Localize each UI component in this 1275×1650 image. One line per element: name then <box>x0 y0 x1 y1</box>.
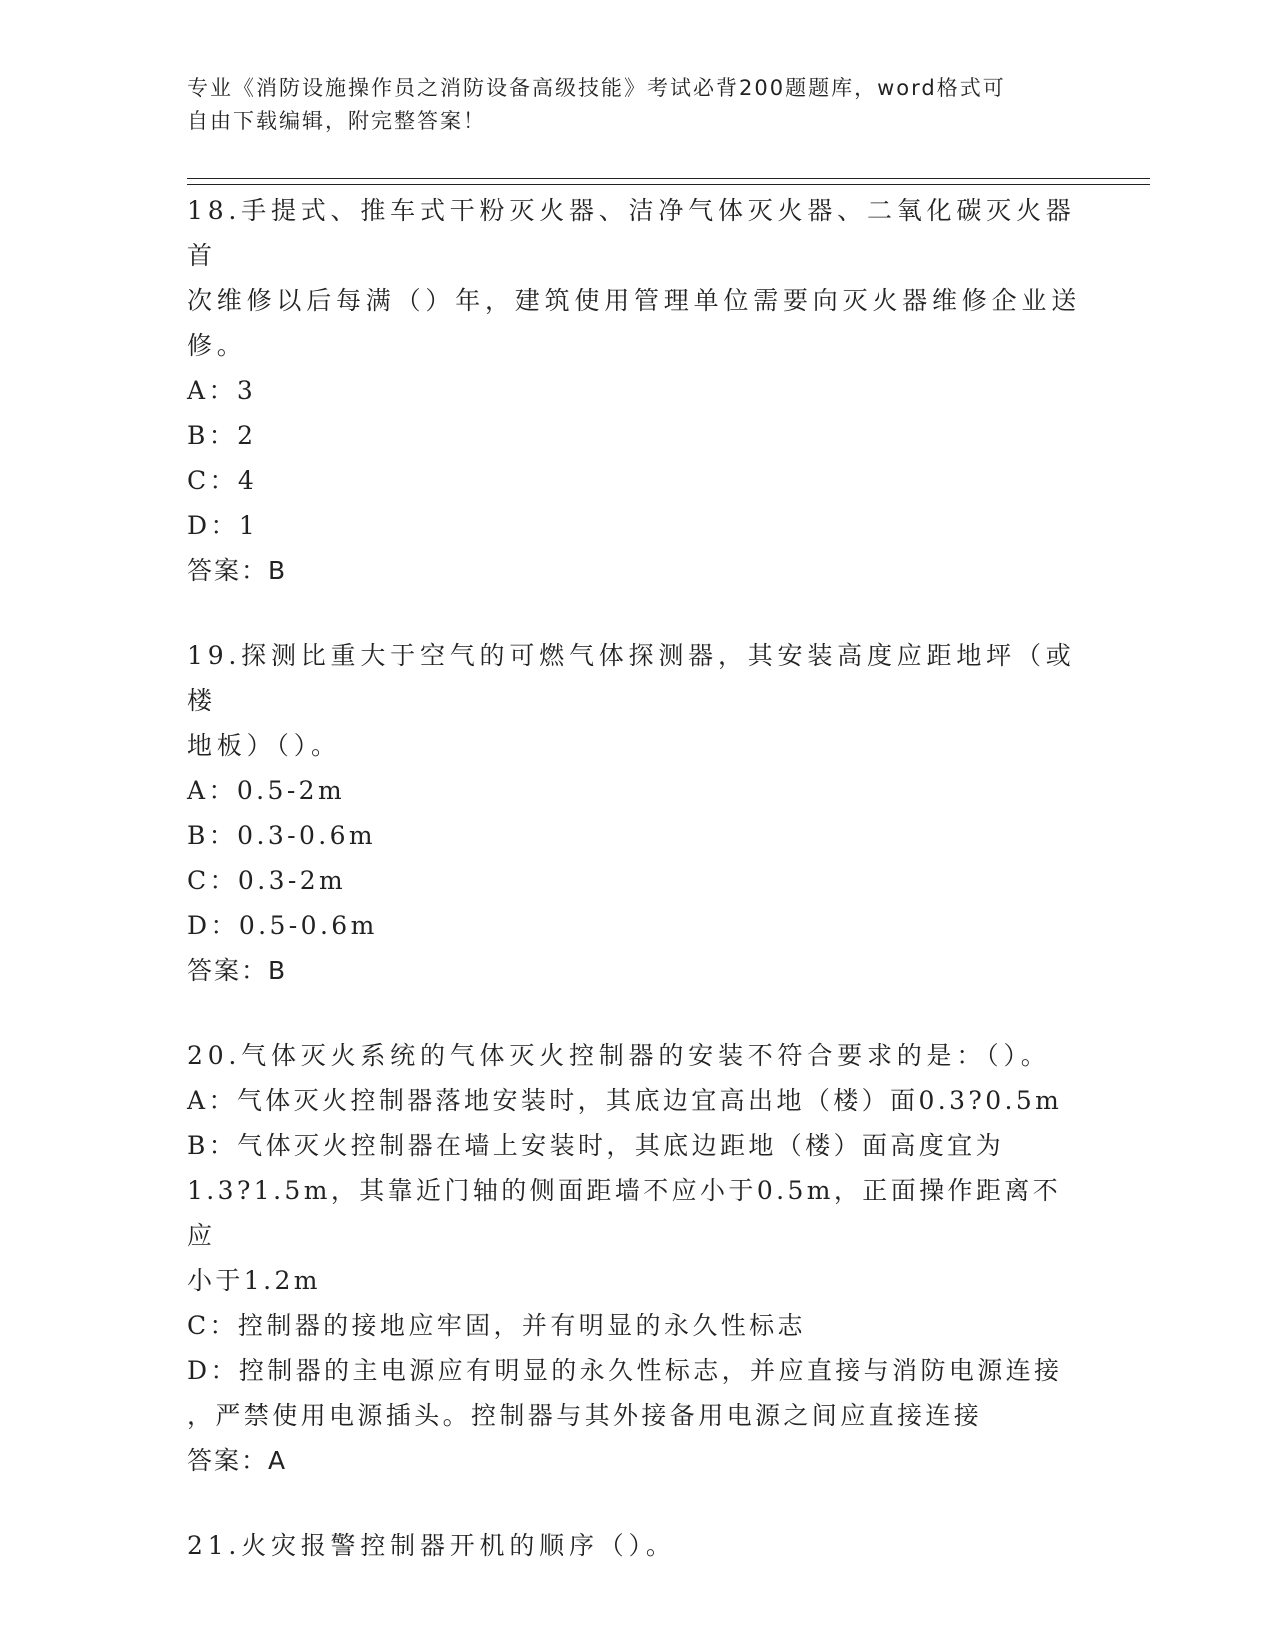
question-21 <box>187 1523 1087 1568</box>
question-20 <box>187 1033 1087 1483</box>
option-b: B：2 <box>187 421 257 450</box>
option-a: A：0.5-2m <box>187 776 346 805</box>
question-text-line: 次维修以后每满（）年，建筑使用管理单位需要向灭火器维修企业送 <box>187 286 1082 315</box>
header-rule-top <box>187 178 1150 179</box>
header-line-2: 自由下载编辑，附完整答案！ <box>187 109 486 133</box>
option-b-continued: 小于1.2m <box>187 1266 321 1295</box>
question-text-line: 20.气体灭火系统的气体灭火控制器的安装不符合要求的是：（）。 <box>187 1041 1051 1070</box>
question-19 <box>187 633 1087 993</box>
answer-label: 答案：B <box>187 556 288 585</box>
option-c: C：0.3-2m <box>187 866 347 895</box>
question-text-line: 地板）（）。 <box>187 731 341 760</box>
option-b: B：0.3-0.6m <box>187 821 377 850</box>
document-header <box>187 72 1067 138</box>
answer-label: 答案：B <box>187 956 288 985</box>
question-text-line: 21.火灾报警控制器开机的顺序（）。 <box>187 1531 676 1560</box>
header-rule-bottom <box>187 184 1150 185</box>
question-text-line: 18.手提式、推车式干粉灭火器、洁净气体灭火器、二氧化碳灭火器首 <box>187 196 1076 270</box>
option-d-continued: ，严禁使用电源插头。控制器与其外接备用电源之间应直接连接 <box>187 1401 983 1430</box>
option-d: D：控制器的主电源应有明显的永久性标志，并应直接与消防电源连接 <box>187 1356 1063 1385</box>
answer-label: 答案：A <box>187 1446 288 1475</box>
option-c: C：4 <box>187 466 258 495</box>
option-c: C：控制器的接地应牢固，并有明显的永久性标志 <box>187 1311 806 1340</box>
question-text-line: 19.探测比重大于空气的可燃气体探测器，其安装高度应距地坪（或楼 <box>187 641 1076 715</box>
question-text-line: 修。 <box>187 331 247 360</box>
question-18 <box>187 188 1087 593</box>
option-d: D：1 <box>187 511 259 540</box>
option-a: A：气体灭火控制器落地安装时，其底边宜高出地（楼）面0.3?0.5m <box>187 1086 1063 1115</box>
option-a: A：3 <box>187 376 257 405</box>
header-line-1: 专业《消防设施操作员之消防设备高级技能》考试必背200题题库，word格式可 <box>187 76 1006 100</box>
option-b-continued: 1.3?1.5m，其靠近门轴的侧面距墙不应小于0.5m，正面操作距离不应 <box>187 1176 1062 1250</box>
option-d: D：0.5-0.6m <box>187 911 378 940</box>
question-list <box>187 188 1087 1608</box>
option-b: B：气体灭火控制器在墙上安装时，其底边距地（楼）面高度宜为 <box>187 1131 1004 1160</box>
